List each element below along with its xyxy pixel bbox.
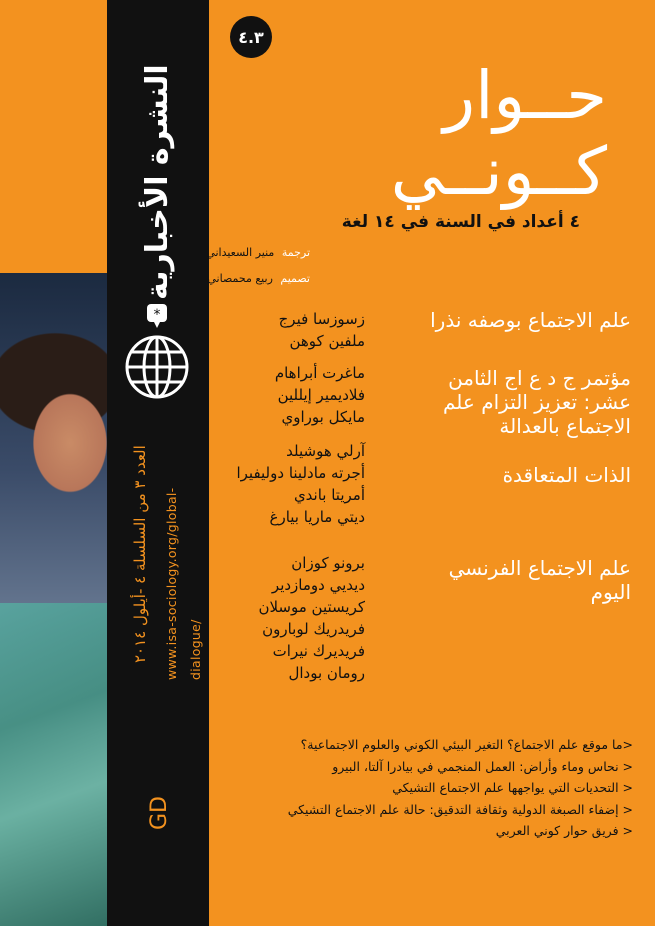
section-topic-2: مؤتمر ج د ع اج الثامن عشر: تعزيز التزام علم الاجتماع بالعدالة bbox=[443, 366, 631, 438]
subtitle: ٤ أعداد في السنة في ١٤ لغة bbox=[341, 212, 580, 232]
section-authors-1 bbox=[245, 308, 365, 352]
title-line-2: كــونــي bbox=[390, 133, 607, 210]
translation-name: منير السعيداني bbox=[206, 246, 275, 259]
toc-item: < فريق حوار كوني العربي bbox=[495, 823, 633, 838]
author-name: رومان بودال bbox=[288, 664, 365, 682]
section-authors-2 bbox=[245, 362, 365, 428]
translation-role: ترجمة bbox=[281, 246, 310, 259]
issue-badge: ٤.٣ bbox=[230, 16, 272, 58]
author-name: ملفين كوهن bbox=[289, 332, 365, 350]
author-name: ماغرت أبراهام bbox=[274, 364, 365, 382]
author-name: ديديي دومازدير bbox=[271, 576, 365, 594]
design-name: ربيع محمصاني bbox=[207, 272, 273, 285]
spine-title: النشرة الأخبارية bbox=[140, 64, 175, 300]
toc-item: < نحاس وماء وأراض: العمل المنجمي في بيادرا آلتا، البيرو bbox=[332, 758, 633, 774]
section-topic-3: الذات المتعاقدة bbox=[502, 463, 631, 487]
svg-text:*: * bbox=[153, 307, 161, 323]
author-name: مايكل بوراوي bbox=[281, 408, 365, 426]
design-role: تصميم bbox=[280, 272, 310, 285]
spine-gd-logo: GD bbox=[147, 796, 172, 830]
author-name: أجرته مادلينا دوليفيرا bbox=[236, 464, 365, 482]
author-name: آرلي هوشيلد bbox=[286, 442, 365, 460]
author-name: كريستين موسلان bbox=[258, 598, 365, 616]
section-authors-3 bbox=[236, 440, 365, 528]
spine-url: www.isa-sociology.org/global-dialogue/ bbox=[164, 487, 203, 680]
section-topic-4: علم الاجتماع الفرنسي اليوم bbox=[448, 556, 631, 604]
magazine-title bbox=[287, 58, 607, 210]
toc-item: < إضفاء الصبغة الدولية وثقافة التدقيق: حالة علم الاجتماع التشيكي bbox=[287, 801, 633, 817]
author-name: ديتي ماريا بيارغ bbox=[269, 508, 365, 526]
cover-photo bbox=[0, 273, 107, 926]
photo-scarf bbox=[0, 603, 107, 926]
author-name: أمريتا باندي bbox=[293, 486, 365, 504]
globe-speech-icon bbox=[122, 302, 192, 402]
design-credit bbox=[207, 272, 310, 285]
toc-item: <ما موقع علم الاجتماع؟ التغير البيئي الكوني والعلوم الاجتماعية؟ bbox=[300, 737, 633, 752]
toc-item: < التحديات التي يواجهها علم الاجتماع التشيكي bbox=[392, 780, 633, 795]
author-name: زسوزسا فيرج bbox=[278, 310, 365, 328]
author-name: فريديرك نيرات bbox=[272, 642, 365, 660]
author-name: فلاديمير إيللين bbox=[277, 386, 365, 404]
title-line-1: حــوار bbox=[443, 57, 607, 134]
author-name: برونو كوزان bbox=[291, 554, 365, 572]
spine-issue-info: العدد ٣ من السلسلة ٤ -أيلول ٢٠١٤ bbox=[131, 445, 149, 663]
section-topic-1: علم الاجتماع بوصفه نذرا bbox=[430, 308, 631, 332]
author-name: فريدريك لوبارون bbox=[262, 620, 365, 638]
translation-credit bbox=[206, 246, 310, 259]
table-of-contents bbox=[233, 734, 633, 842]
section-authors-4 bbox=[245, 552, 365, 684]
